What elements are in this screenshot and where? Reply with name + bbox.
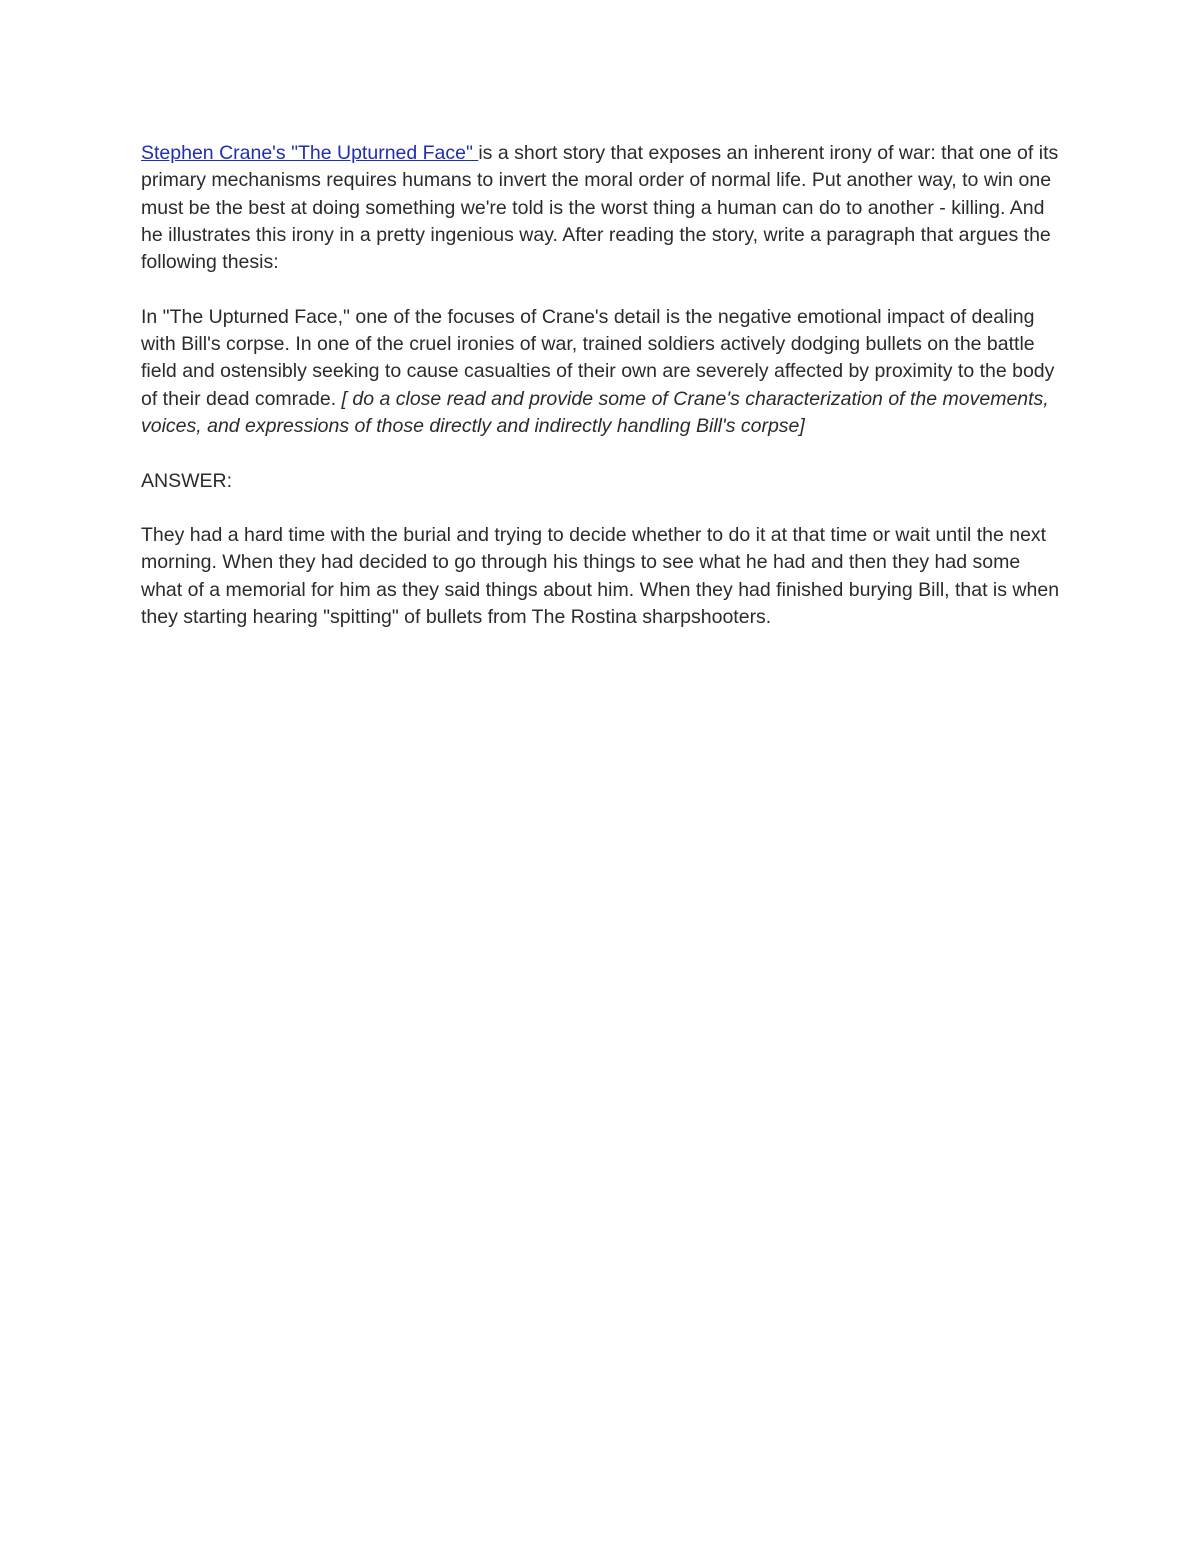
thesis-paragraph bbox=[141, 304, 1066, 440]
story-link[interactable]: Stephen Crane's "The Upturned Face" bbox=[141, 142, 479, 164]
thesis-instruction: [ do a close read and provide some of Crane's characterization of the movements, voices, and expressions of those directly and indirectly handling Bill's corpse] bbox=[141, 387, 1049, 437]
intro-paragraph bbox=[141, 140, 1066, 276]
document-body bbox=[141, 140, 1066, 659]
answer-paragraph: They had a hard time with the burial and trying to decide whether to do it at that time or wait until the next morning. When they had decided to go through his things to see what he had and then they had some what of a memorial for him as they said things about him. When they had finished burying Bill, that is when they starting hearing "spitting" of bullets from The Rostina sharpshooters. bbox=[141, 524, 1060, 629]
intro-text: is a short story that exposes an inherent irony of war: that one of its primary mechanisms requires humans to invert the moral order of normal life. Put another way, to win one must be the best at doing something we're told is the worst thing a human can do to another - killing. And he illustrates this irony in a pretty ingenious way. After reading the story, write a paragraph that argues the following thesis: bbox=[141, 142, 1059, 274]
answer-label: ANSWER: bbox=[141, 469, 233, 492]
thesis-text: In "The Upturned Face," one of the focuses of Crane's detail is the negative emotional impact of dealing with Bill's corpse. In one of the cruel ironies of war, trained soldiers actively dodging bullets on the battle field and ostensibly seeking to cause casualties of their own are severely affected by proximity to the body of their dead comrade. bbox=[141, 305, 1055, 410]
